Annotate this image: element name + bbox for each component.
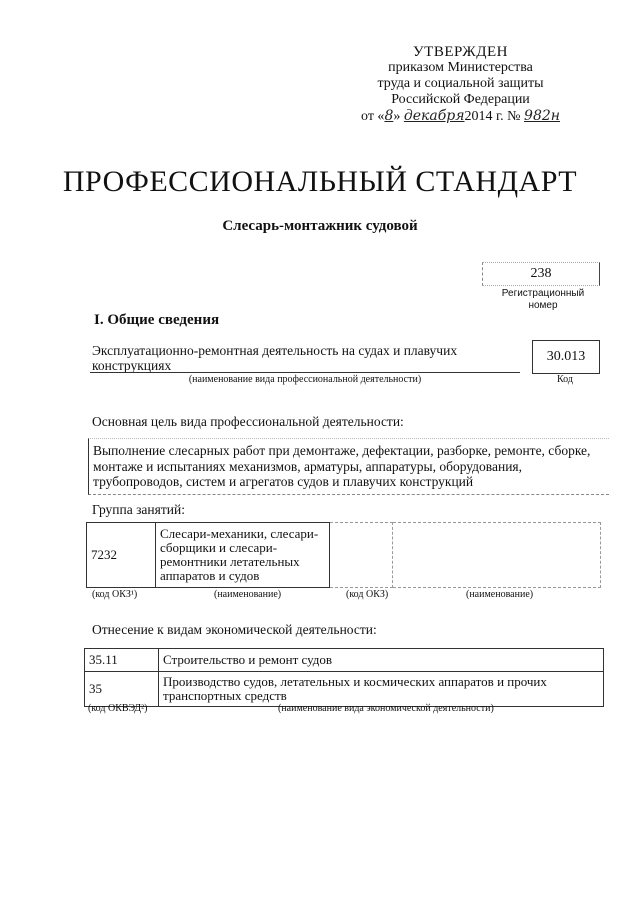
okz-code-empty [330,523,393,588]
registration-label: Регистрационный номер [501,288,585,311]
order-number: 982н [524,108,560,124]
date-year: 2014 г. № [464,109,521,124]
activity-code: 30.013 [532,340,600,374]
registration-number: 238 [482,262,600,286]
group-caption-name-2: (наименование) [466,589,534,600]
okved-caption-code: (код ОКВЭД²) [88,703,148,714]
group-caption-code-2: (код ОКЗ) [346,589,389,600]
table-row [85,672,604,707]
group-caption-name: (наименование) [214,589,282,600]
section-heading: I. Общие сведения [94,312,220,328]
page-title: ПРОФЕССИОНАЛЬНЫЙ СТАНДАРТ [62,165,578,198]
approval-line-1: приказом Министерства [388,60,533,75]
approval-line-2: труда и социальной защиты [377,76,544,91]
table-row [85,649,604,672]
okved-code: 35.11 [85,649,159,672]
okz-name: Слесари-механики, слесари-сборщики и слесари-ремонтники летательных аппаратов и судов [156,523,330,588]
activity-underline [90,372,520,373]
group-label: Группа занятий: [92,502,185,517]
date-month: декабря [403,108,465,124]
code-caption: Код [557,374,573,385]
okz-code: 7232 [87,523,156,588]
date-day: 8 [384,108,394,124]
approval-block [361,44,560,125]
okved-caption-name: (наименование вида экономической деятельности) [278,703,494,714]
table-row [87,523,601,588]
okz-name-empty [393,523,601,588]
approval-date-line [361,108,560,125]
occupation-group-table [86,522,601,588]
approval-title: УТВЕРЖДЕН [413,44,508,60]
goal-text: Выполнение слесарных работ при демонтаже, дефектации, разборке, ремонте, сборке, монтаже и испытаниях механизмов, арматуры, аппаратуры, оборудования, трубопроводов, систем и агрегатов судов и плавучих конструкций [88,438,609,495]
profession-name: Слесарь-монтажник судовой [222,218,418,234]
group-caption-code: (код ОКЗ¹) [92,589,138,600]
date-prefix: от « [361,109,385,124]
okved-name: Производство судов, летательных и космических аппаратов и прочих транспортных средств [159,672,604,707]
okved-label: Отнесение к видам экономической деятельности: [92,622,377,637]
okved-table [84,648,604,707]
goal-label: Основная цель вида профессиональной деятельности: [92,414,404,429]
activity-name: Эксплуатационно-ремонтная деятельность на судах и плавучих конструкциях [92,343,458,373]
activity-caption: (наименование вида профессиональной деятельности) [188,374,422,385]
date-mid: » [393,109,404,124]
okved-name: Строительство и ремонт судов [159,649,604,672]
okved-code: 35 [85,672,159,707]
approval-line-3: Российской Федерации [391,92,530,107]
